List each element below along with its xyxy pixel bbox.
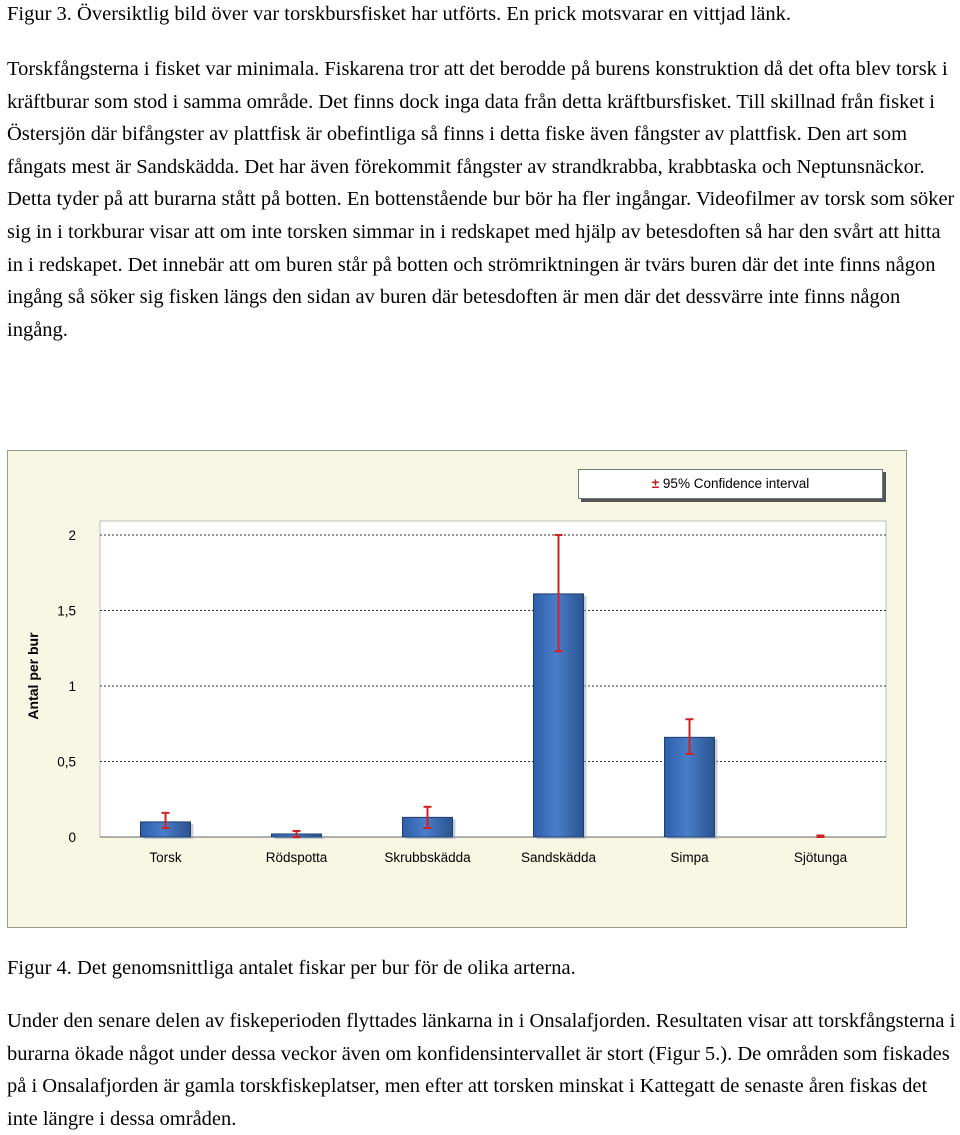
bar-chart [7, 450, 907, 928]
x-tick-label: Rödspotta [265, 850, 328, 865]
plot-area [100, 521, 886, 837]
y-tick-label: 2 [68, 528, 76, 543]
body-paragraph-2: Under den senare delen av fiskeperioden flyttades länkarna in i Onsalafjorden. Resultaten visar att torskfångsterna i burarna ökade något under dessa veckor även om konfidensintervallet är stort (Figur 5.). De områden som fiskades på i Onsalafjorden är gamla torskfiskeplatser, men efter att torsken minskat i Kattegatt de senaste åren fiskas det inte längre i dessa områden. [7, 1010, 956, 1130]
y-axis-label: Antal per bur [25, 632, 41, 720]
x-tick-label: Skrubbskädda [384, 850, 471, 865]
figure-3-caption: Figur 3. Översiktlig bild över var torskbursfisket har utförts. En prick motsvarar en vittjad länk. [7, 3, 791, 25]
y-tick-label: 1 [68, 679, 76, 694]
chart-canvas [8, 451, 908, 929]
figure-4-caption: Figur 4. Det genomsnittliga antalet fiskar per bur för de olika arterna. [7, 957, 576, 979]
y-tick-label: 0,5 [57, 754, 76, 770]
x-tick-label: Torsk [149, 850, 182, 865]
chart-legend [578, 469, 883, 499]
x-tick-label: Sandskädda [520, 850, 597, 865]
body-paragraph-1: Torskfångsterna i fisket var minimala. Fiskarena tror att det berodde på burens konstruktion då det ofta blev torsk i kräftburar som stod i samma område. Det finns dock inga data från detta kräftbursfisket. Till skillnad från fisket i Östersjön där bifångster av plattfisk är obefintliga så finns i detta fiske även fångster av plattfisk. Den art som fångats mest är Sandskädda. Det har även förekommit fångster av strandkrabba, krabbtaska och Neptunsnäckor. Detta tyder på att burarna stått på botten. En bottenstående bur bör ha fler ingångar. Videofilmer av torsk som söker sig in i torkburar visar att om inte torsken simmar in i redskapet med hjälp av betesdoften så har den svårt att hitta in i redskapet. Det innebär att om buren står på botten och strömriktningen är tvärs buren där det inte finns någon ingång så söker sig fisken längs den sidan av buren där betesdoften är men där det dessvärre inte finns någon ingång. [7, 58, 955, 341]
legend-symbol: ± [651, 476, 660, 491]
x-tick-label: Sjötunga [793, 850, 848, 865]
y-tick-label: 0 [68, 830, 76, 845]
y-tick-label: 1,5 [57, 603, 76, 619]
x-tick-label: Simpa [670, 850, 709, 865]
legend-text: 95% Confidence interval [662, 476, 810, 491]
